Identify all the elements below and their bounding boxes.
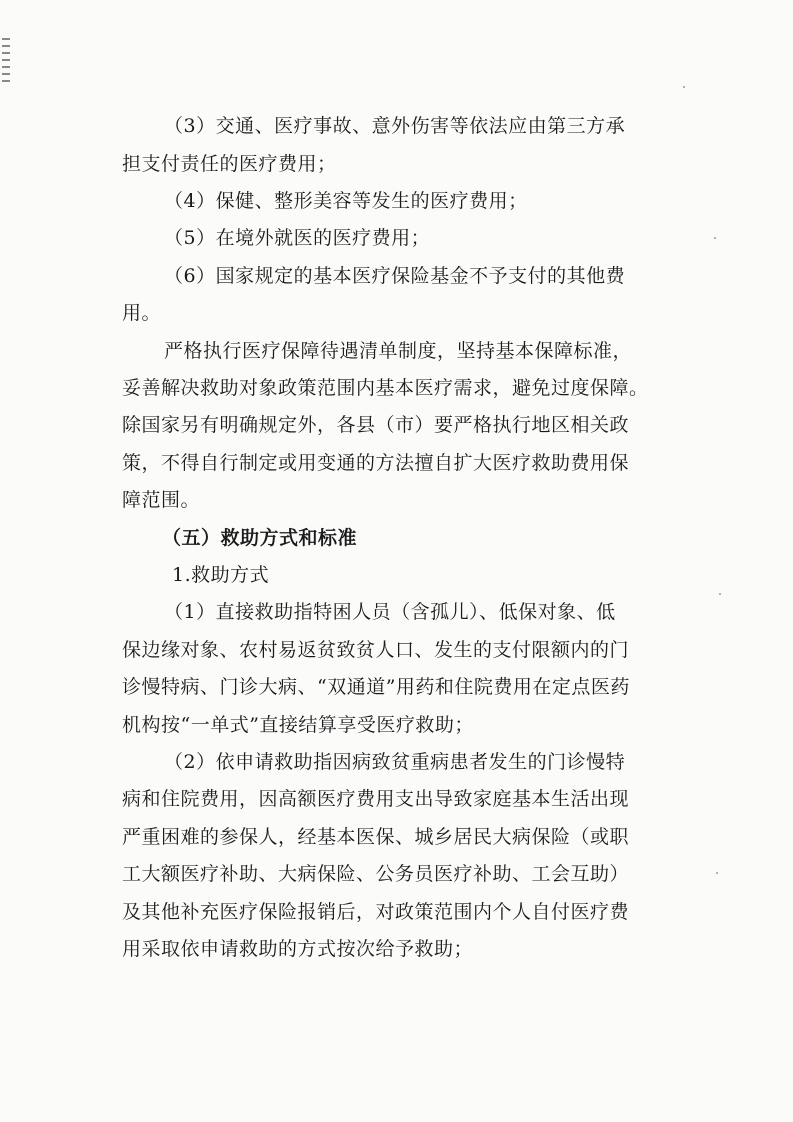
paragraph-line: 诊慢特病、门诊大病、“双通道”用药和住院费用在定点医药 [122,676,630,698]
paragraph-line: 保边缘对象、农村易返贫致贫人口、发生的支付限额内的门 [122,639,630,661]
paragraph-line: 障范围。 [122,489,201,511]
paragraph-line: （4）保健、整形美容等发生的医疗费用； [164,190,528,212]
subsection-heading: 1.救助方式 [172,564,270,586]
paragraph-line: 及其他补充医疗保险报销后，对政策范围内个人自付医疗费 [122,901,630,923]
paragraph-line: （3）交通、医疗事故、意外伤害等依法应由第三方承 [164,115,626,137]
paragraph-line: （5）在境外就医的医疗费用； [164,227,431,249]
paragraph-line: 用采取依申请救助的方式按次给予救助； [122,938,474,960]
paragraph-line: （1）直接救助指特困人员（含孤儿）、低保对象、低 [164,601,616,623]
paragraph-line: 工大额医疗补助、大病保险、公务员医疗补助、工会互助） [122,863,630,885]
paragraph-line: 策，不得自行制定或用变通的方法擅自扩大医疗救助费用保 [122,452,630,474]
paragraph-line: 病和住院费用，因高额医疗费用支出导致家庭基本生活出现 [122,788,630,810]
section-heading: （五）救助方式和标准 [162,527,358,549]
paragraph-line: （2）依申请救助指因病致贫重病患者发生的门诊慢特 [164,751,626,773]
paragraph-line: 严重困难的参保人，经基本医保、城乡居民大病保险（或职 [122,826,630,848]
paragraph-line: 严格执行医疗保障待遇清单制度，坚持基本保障标准， [164,340,633,362]
paragraph-line: 担支付责任的医疗费用； [122,153,337,175]
paragraph-line: 用。 [122,302,162,324]
paragraph-line: 除国家另有明确规定外，各县（市）要严格执行地区相关政 [122,414,630,436]
paragraph-line: 机构按“一单式”直接结算享受医疗救助； [122,714,474,736]
paragraph-line: （6）国家规定的基本医疗保险基金不予支付的其他费 [164,265,626,287]
paragraph-line: 妥善解决救助对象政策范围内基本医疗需求，避免过度保障。 [122,377,649,399]
